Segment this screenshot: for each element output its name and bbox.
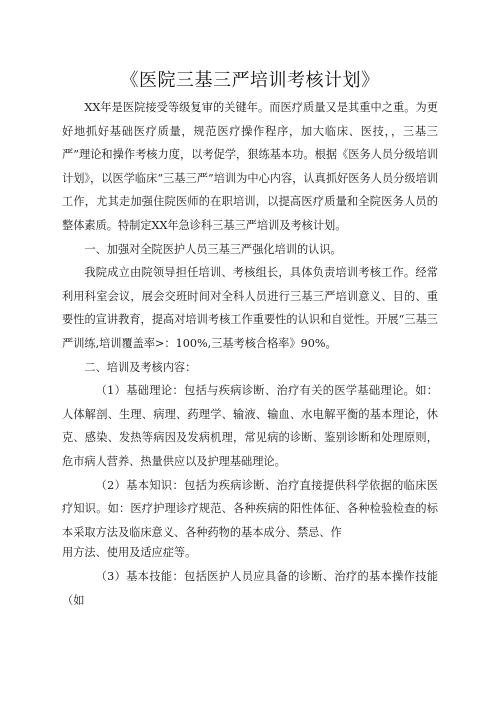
paragraph-section-1: 我院成立由院领导担任培训、考核组长，具体负责培训考核工作。经常利用科室会议，展会交班时间对全科人员进行三基三严培训意义、目的、重要性的宣讲教育，提高对培训考核工作重要性的认识和自觉性。开展“三基三严训练,培训覆盖率>：100%,三基考核合格率》90%。	[62, 266, 438, 350]
paragraph-basic-theory: （1）基础理论：包括与疾病诊断、治疗有关的医学基础理论。如：人体解剖、生理、病理、药理学、输液、输血、水电解平衡的基本理论，休克、感染、发热等病因及发病机理，常见病的诊断、鉴别诊断和处理原则，危市病人营养、热量供应以及护理基础理论。	[62, 384, 438, 468]
heading-section-2: 二、培训及考核内容：	[84, 360, 197, 374]
paragraph-intro: XX年是医院接受等级复审的关键年。而医疗质量又是其重中之重。为更好地抓好基础医疗质量，规范医疗操作程序，加大临床、医技，，三基三严”理论和操作考核力度，以考促学，狠练基本功。根据《医务人员分级培训计划》，以医学临床“三基三严”培训为中心内容，认真抓好医务人员分级培训工作，尤其走加强住院医师的在职培训，以提高医疗质量和全院医务人员的整体素质。特制定XX年急诊科三基三严培训及考核计划。	[62, 101, 438, 232]
paragraph-basic-knowledge: （2）基本知识：包括为疾病诊断、治疗直接提供科学依据的临床医疗知识。如：医疗护理诊疗规范、各种疾病的阳性体征、各种检验检查的标本采取方法及临床意义、各种药物的基本成分、禁忌、作	[62, 478, 438, 539]
heading-section-1: 一、加强对全院医护人员三基三严强化培训的认识。	[84, 242, 342, 256]
paragraph-basic-knowledge-continued: 用方法、使用及适应症等。	[62, 546, 197, 560]
document-body	[62, 96, 438, 612]
document-title: 《医院三基三严培训考核计划》	[120, 70, 380, 91]
paragraph-basic-skills: （3）基本技能：包括医护人员应具备的诊断、治疗的基本操作技能（如	[62, 570, 438, 607]
